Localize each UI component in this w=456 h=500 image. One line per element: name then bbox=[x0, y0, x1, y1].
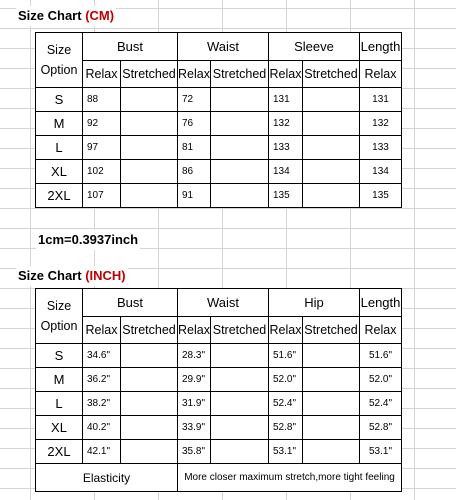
waist-stretched-value bbox=[211, 112, 269, 136]
waist-relax-value: 81 bbox=[178, 136, 211, 160]
bust-stretched-value bbox=[121, 112, 178, 136]
hip-relax-value: 53.1" bbox=[269, 440, 303, 464]
bust-relax-value: 88 bbox=[83, 88, 121, 112]
sleeve-relax-value: 135 bbox=[269, 184, 303, 208]
subheader-relax: Relax bbox=[360, 61, 402, 88]
subheader-relax: Relax bbox=[83, 317, 121, 344]
waist-relax-value: 33.9" bbox=[178, 416, 211, 440]
bust-relax-value: 40.2" bbox=[83, 416, 121, 440]
waist-stretched-value bbox=[211, 392, 269, 416]
sleeve-stretched-value bbox=[303, 160, 360, 184]
bust-relax-value: 36.2" bbox=[83, 368, 121, 392]
table-row bbox=[36, 160, 402, 184]
bust-stretched-value bbox=[121, 440, 178, 464]
length-relax-value: 52.8" bbox=[360, 416, 402, 440]
subheader-stretched: Stretched bbox=[211, 317, 269, 344]
cm-size-table bbox=[35, 32, 402, 208]
table-row bbox=[36, 184, 402, 208]
waist-relax-value: 91 bbox=[178, 184, 211, 208]
subheader-stretched: Stretched bbox=[211, 61, 269, 88]
bust-relax-value: 34.6" bbox=[83, 344, 121, 368]
subheader-stretched: Stretched bbox=[303, 61, 360, 88]
subheader-relax: Relax bbox=[83, 61, 121, 88]
size-option-header: Size Option bbox=[36, 289, 83, 344]
table-row bbox=[36, 88, 402, 112]
bust-stretched-value bbox=[121, 184, 178, 208]
subheader-relax: Relax bbox=[178, 61, 211, 88]
elasticity-label: Elasticity bbox=[36, 464, 178, 492]
waist-relax-value: 76 bbox=[178, 112, 211, 136]
hip-stretched-value bbox=[303, 440, 360, 464]
bust-header: Bust bbox=[83, 33, 178, 61]
table-row bbox=[36, 112, 402, 136]
waist-relax-value: 31.9" bbox=[178, 392, 211, 416]
sleeve-relax-value: 131 bbox=[269, 88, 303, 112]
length-relax-value: 132 bbox=[360, 112, 402, 136]
waist-relax-value: 86 bbox=[178, 160, 211, 184]
cm-unit-label: (CM) bbox=[85, 8, 115, 23]
size-label: XL bbox=[36, 160, 83, 184]
size-label: M bbox=[36, 368, 83, 392]
bust-stretched-value bbox=[121, 368, 178, 392]
waist-stretched-value bbox=[211, 368, 269, 392]
sleeve-relax-value: 133 bbox=[269, 136, 303, 160]
conversion-note: 1cm=0.3937inch bbox=[36, 230, 140, 250]
sleeve-stretched-value bbox=[303, 88, 360, 112]
sleeve-header: Sleeve bbox=[269, 33, 360, 61]
length-relax-value: 131 bbox=[360, 88, 402, 112]
subheader-relax: Relax bbox=[269, 61, 303, 88]
length-relax-value: 52.4" bbox=[360, 392, 402, 416]
waist-relax-value: 29.9" bbox=[178, 368, 211, 392]
size-option-header: Size Option bbox=[36, 33, 83, 88]
hip-relax-value: 52.4" bbox=[269, 392, 303, 416]
length-header: Length bbox=[360, 289, 402, 317]
bust-relax-value: 42.1" bbox=[83, 440, 121, 464]
sleeve-stretched-value bbox=[303, 112, 360, 136]
size-label: S bbox=[36, 344, 83, 368]
bust-stretched-value bbox=[121, 160, 178, 184]
cm-chart-title-text: Size Chart bbox=[18, 8, 86, 23]
length-relax-value: 52.0" bbox=[360, 368, 402, 392]
table-row bbox=[36, 392, 402, 416]
sleeve-stretched-value bbox=[303, 136, 360, 160]
length-header: Length bbox=[360, 33, 402, 61]
subheader-stretched: Stretched bbox=[303, 317, 360, 344]
bust-relax-value: 97 bbox=[83, 136, 121, 160]
bust-stretched-value bbox=[121, 416, 178, 440]
sleeve-stretched-value bbox=[303, 184, 360, 208]
size-label: L bbox=[36, 136, 83, 160]
waist-stretched-value bbox=[211, 160, 269, 184]
waist-relax-value: 35.8" bbox=[178, 440, 211, 464]
waist-stretched-value bbox=[211, 184, 269, 208]
inch-size-table bbox=[35, 288, 402, 492]
table-row bbox=[36, 440, 402, 464]
hip-stretched-value bbox=[303, 392, 360, 416]
bust-relax-value: 92 bbox=[83, 112, 121, 136]
subheader-relax: Relax bbox=[360, 317, 402, 344]
sleeve-relax-value: 134 bbox=[269, 160, 303, 184]
size-label: XL bbox=[36, 416, 83, 440]
bust-stretched-value bbox=[121, 88, 178, 112]
length-relax-value: 133 bbox=[360, 136, 402, 160]
hip-relax-value: 52.8" bbox=[269, 416, 303, 440]
waist-relax-value: 72 bbox=[178, 88, 211, 112]
waist-header: Waist bbox=[178, 33, 269, 61]
elasticity-row bbox=[36, 464, 402, 492]
length-relax-value: 134 bbox=[360, 160, 402, 184]
size-label: M bbox=[36, 112, 83, 136]
cm-chart-title bbox=[16, 6, 116, 26]
subheader-relax: Relax bbox=[269, 317, 303, 344]
waist-stretched-value bbox=[211, 416, 269, 440]
size-label: 2XL bbox=[36, 184, 83, 208]
waist-header: Waist bbox=[178, 289, 269, 317]
size-label: 2XL bbox=[36, 440, 83, 464]
table-row bbox=[36, 344, 402, 368]
bust-relax-value: 38.2" bbox=[83, 392, 121, 416]
table-row bbox=[36, 136, 402, 160]
waist-stretched-value bbox=[211, 344, 269, 368]
inch-chart-title bbox=[16, 266, 128, 286]
bust-stretched-value bbox=[121, 392, 178, 416]
waist-stretched-value bbox=[211, 88, 269, 112]
sleeve-relax-value: 132 bbox=[269, 112, 303, 136]
bust-relax-value: 102 bbox=[83, 160, 121, 184]
hip-stretched-value bbox=[303, 416, 360, 440]
size-label: S bbox=[36, 88, 83, 112]
inch-unit-label: (INCH) bbox=[85, 268, 126, 283]
subheader-relax: Relax bbox=[178, 317, 211, 344]
hip-relax-value: 51.6" bbox=[269, 344, 303, 368]
bust-header: Bust bbox=[83, 289, 178, 317]
elasticity-value: More closer maximum stretch,more tight feeling bbox=[178, 464, 402, 492]
hip-stretched-value bbox=[303, 368, 360, 392]
waist-stretched-value bbox=[211, 440, 269, 464]
bust-stretched-value bbox=[121, 344, 178, 368]
waist-relax-value: 28.3" bbox=[178, 344, 211, 368]
length-relax-value: 51.6" bbox=[360, 344, 402, 368]
inch-chart-title-text: Size Chart bbox=[18, 268, 86, 283]
size-label: L bbox=[36, 392, 83, 416]
waist-stretched-value bbox=[211, 136, 269, 160]
table-row bbox=[36, 416, 402, 440]
length-relax-value: 53.1" bbox=[360, 440, 402, 464]
bust-stretched-value bbox=[121, 136, 178, 160]
hip-header: Hip bbox=[269, 289, 360, 317]
table-row bbox=[36, 368, 402, 392]
hip-relax-value: 52.0" bbox=[269, 368, 303, 392]
bust-relax-value: 107 bbox=[83, 184, 121, 208]
subheader-stretched: Stretched bbox=[121, 61, 178, 88]
hip-stretched-value bbox=[303, 344, 360, 368]
subheader-stretched: Stretched bbox=[121, 317, 178, 344]
length-relax-value: 135 bbox=[360, 184, 402, 208]
